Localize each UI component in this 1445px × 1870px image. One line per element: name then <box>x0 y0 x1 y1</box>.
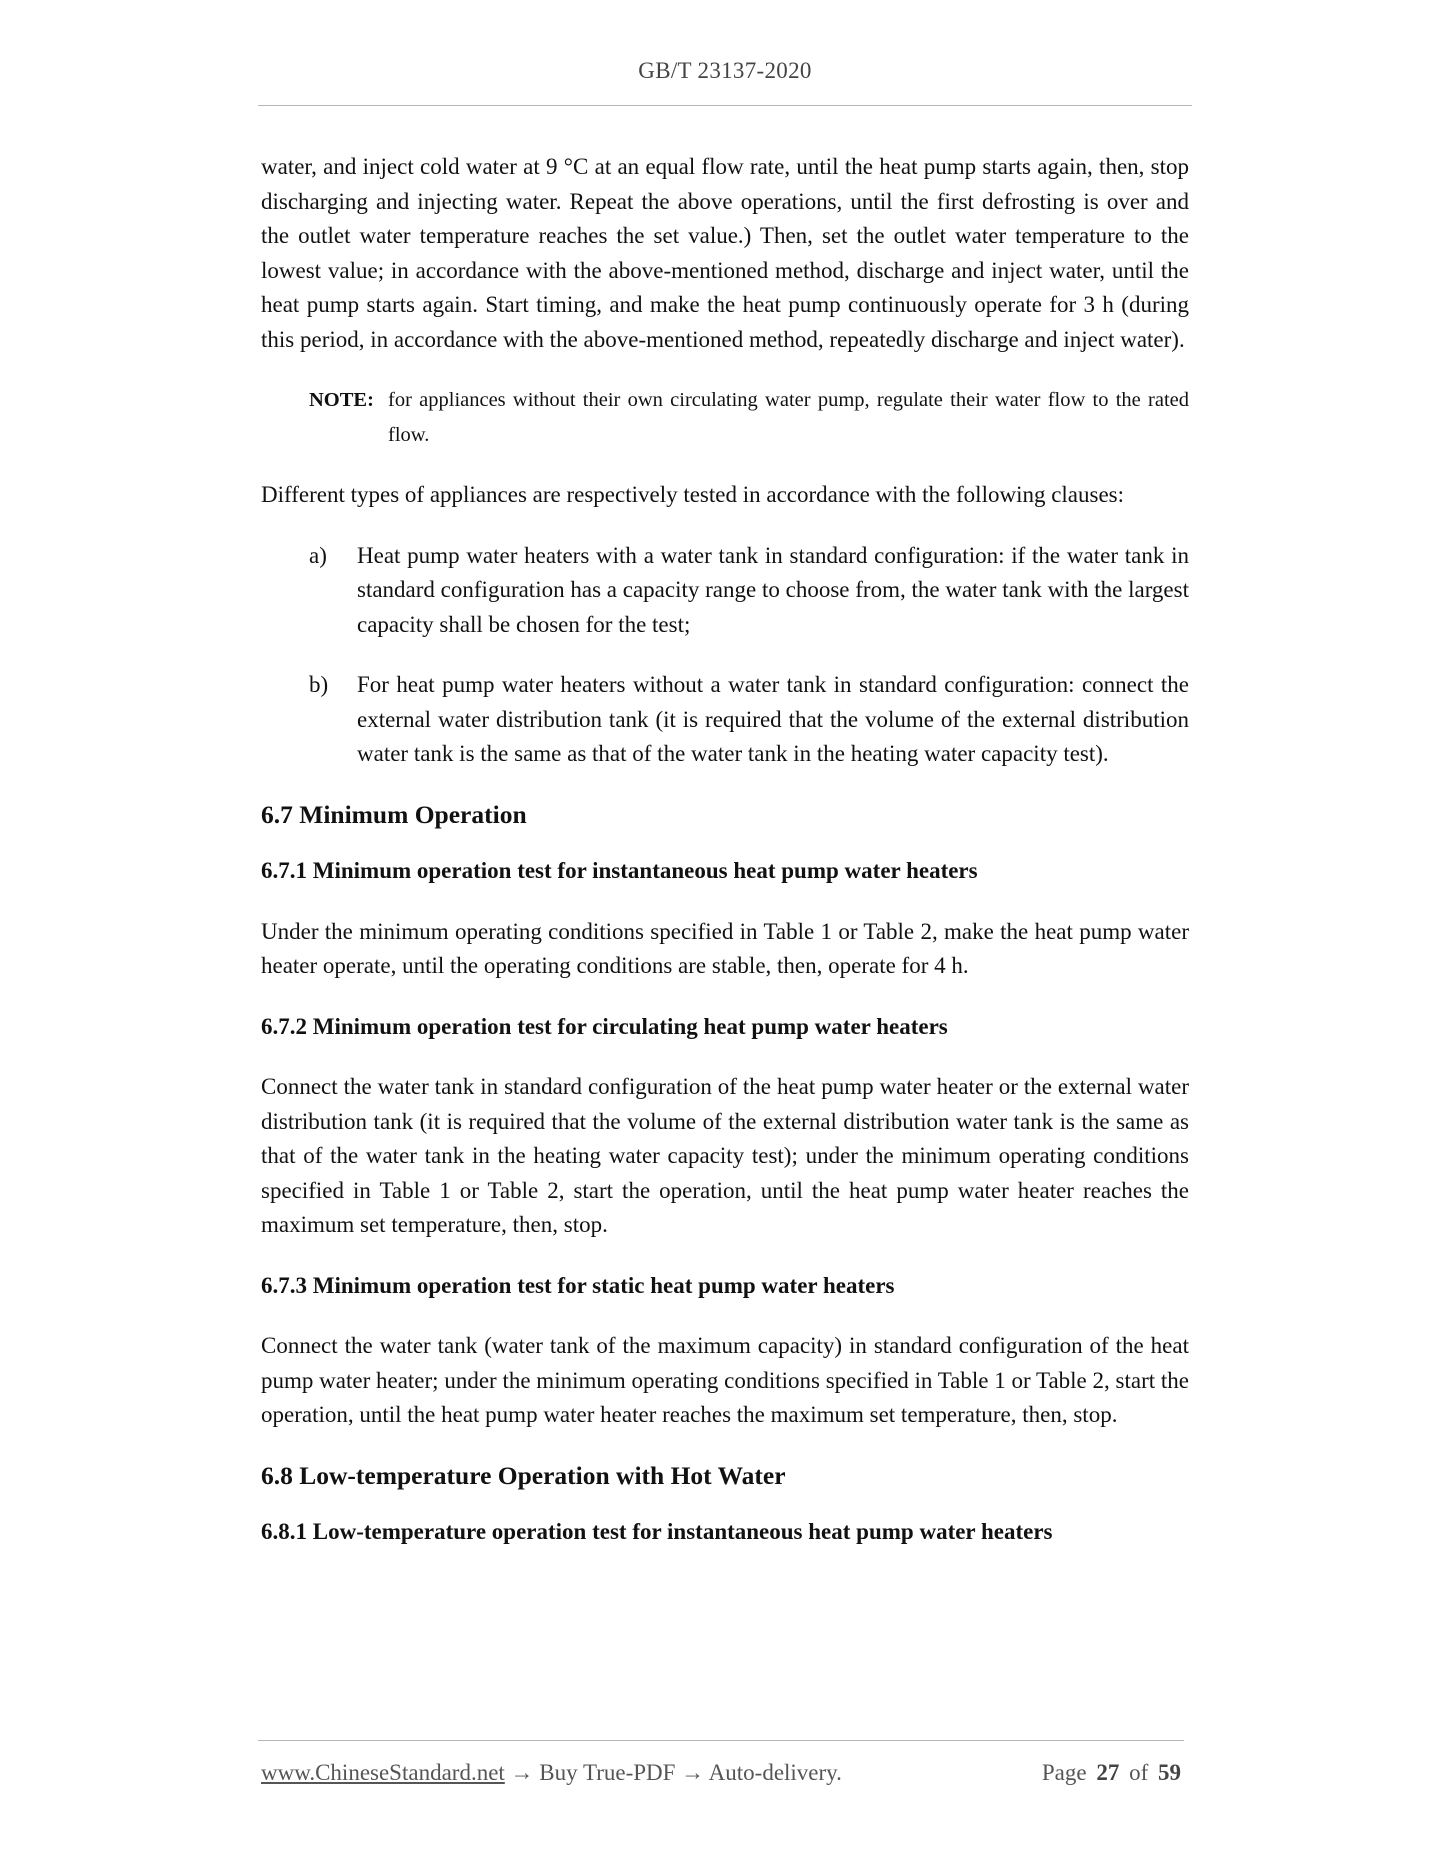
page-word: Page <box>1041 1760 1087 1785</box>
note-text: for appliances without their own circulating water pump, regulate their water flow to the rated flow. <box>388 389 1189 446</box>
footer-promo <box>261 1758 842 1788</box>
website-link[interactable]: www.ChineseStandard.net <box>261 1760 505 1785</box>
header-divider <box>258 105 1192 106</box>
subsection-heading-6-7-1: 6.7.1 Minimum operation test for instantaneous heat pump water heaters <box>261 858 978 883</box>
list-item <box>309 668 1189 772</box>
paragraph: Under the minimum operating conditions specified in Table 1 or Table 2, make the heat pump water heater operate, until the operating conditions are stable, then, operate for 4 h. <box>261 918 1189 978</box>
list-item-text: For heat pump water heaters without a water tank in standard configuration: connect the external water distribution tank (it is required that the volume of the external distribution water tank is the same as that of the water tank in the heating water capacity test). <box>357 672 1189 766</box>
list-marker: a) <box>309 542 327 568</box>
footer-divider <box>258 1740 1184 1741</box>
paragraph: Different types of appliances are respectively tested in accordance with the following clauses: <box>261 482 1125 507</box>
list-marker: b) <box>309 672 329 697</box>
page-indicator <box>1042 1758 1181 1788</box>
current-page-number: 27 <box>1096 1760 1120 1785</box>
document-body <box>261 150 1189 1576</box>
note <box>309 383 1189 452</box>
note-label: NOTE: <box>309 389 374 411</box>
paragraph: Connect the water tank (water tank of the maximum capacity) in standard configuration of the heat pump water heater; under the minimum operating conditions specified in Table 1 or Table 2, start the operation, until the heat pump water heater reaches the maximum set temperature, then, stop. <box>261 1333 1189 1427</box>
of-word: of <box>1129 1760 1149 1785</box>
total-pages: 59 <box>1158 1760 1181 1785</box>
list-item-text: Heat pump water heaters with a water tank in standard configuration: if the water tank in standard configuration has a capacity range to choose from, the water tank with the largest capacity shall be chosen for the test; <box>357 542 1189 637</box>
paragraph: water, and inject cold water at 9 °C at an equal flow rate, until the heat pump starts again, then, stop discharging and injecting water. Repeat the above operations, until the first defrosting is over and the outlet water temperature reaches the set value.) Then, set the outlet water temperature to the lowest value; in accordance with the above-mentioned method, discharge and inject water, until the heat pump starts again. Start timing, and make the heat pump continuously operate for 3 h (during this period, in accordance with the above-mentioned method, repeatedly discharge and inject water). <box>261 154 1189 352</box>
subsection-heading-6-7-3: 6.7.3 Minimum operation test for static heat pump water heaters <box>261 1272 895 1298</box>
paragraph: Connect the water tank in standard configuration of the heat pump water heater or the external water distribution tank (it is required that the volume of the external distribution water tank is the same as that of the water tank in the heating water capacity test); under the minimum operating conditions specified in Table 1 or Table 2, start the operation, until the heat pump water heater reaches the maximum set temperature, then, stop. <box>261 1074 1189 1237</box>
list-item <box>309 539 1189 643</box>
subsection-heading-6-8-1: 6.8.1 Low-temperature operation test for instantaneous heat pump water heaters <box>261 1519 1053 1544</box>
section-heading-6-7: 6.7 Minimum Operation <box>261 799 527 829</box>
page-header: GB/T 23137-2020 <box>638 58 812 83</box>
promo-text: → Buy True-PDF → Auto-delivery. <box>504 1760 842 1785</box>
subsection-heading-6-7-2: 6.7.2 Minimum operation test for circulating heat pump water heaters <box>261 1013 948 1039</box>
section-heading-6-8: 6.8 Low-temperature Operation with Hot Water <box>261 1460 786 1490</box>
